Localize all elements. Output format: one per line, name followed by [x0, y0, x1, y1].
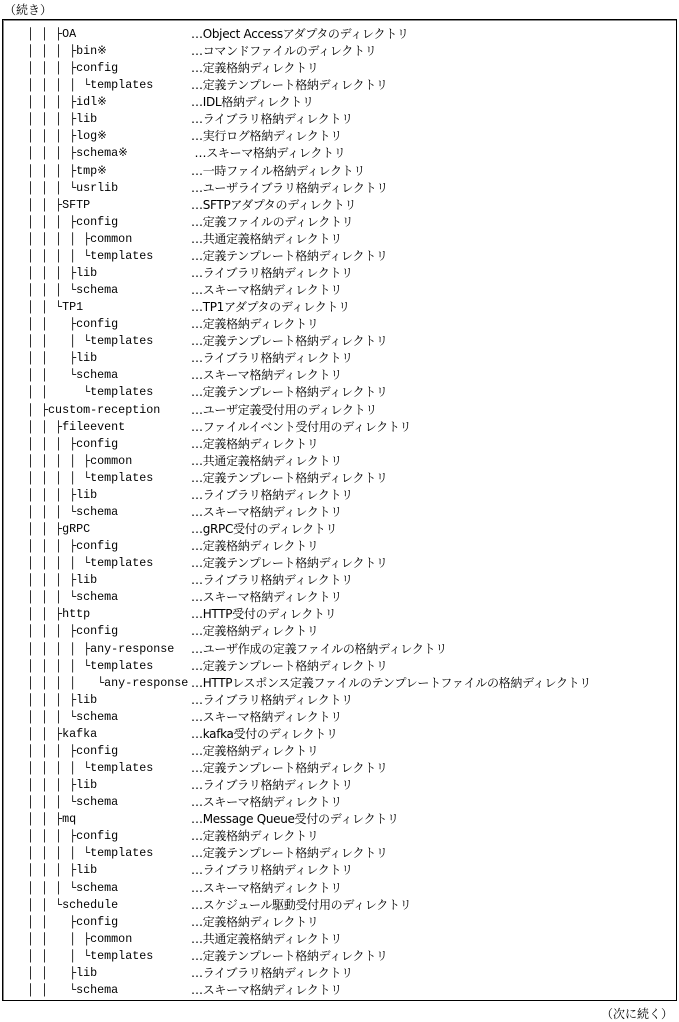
directory-path: │ │ │ └schema	[27, 283, 119, 298]
directory-path: │ │ ├gRPC	[27, 522, 91, 537]
directory-path: │ │ │ ├config	[27, 61, 119, 76]
directory-tree-box	[2, 19, 677, 1001]
directory-path: │ │ │ ├bin※	[27, 44, 107, 59]
directory-path: │ │ │ └schema	[27, 590, 119, 605]
directory-description: …ライブラリ格納ディレクトリ	[191, 965, 353, 980]
directory-description: …スキーマ格納ディレクトリ	[191, 504, 342, 519]
directory-path: │ │ │ ├idl※	[27, 95, 107, 110]
directory-path: │ ├custom-reception	[27, 402, 161, 417]
directory-description: …定義格納ディレクトリ	[191, 539, 319, 554]
directory-description: …ライブラリ格納ディレクトリ	[191, 692, 353, 707]
directory-description: …共通定義格納ディレクトリ	[191, 931, 342, 946]
directory-path: │ │ │ │ └templates	[27, 248, 154, 263]
directory-description: …定義テンプレート格納ディレクトリ	[191, 470, 388, 485]
directory-path: │ │ │ ├lib	[27, 692, 98, 707]
directory-description: …定義テンプレート格納ディレクトリ	[191, 78, 388, 93]
directory-path: │ │ │ ├common	[27, 931, 133, 946]
directory-path: │ │ │ └schema	[27, 795, 119, 810]
directory-description: …ライブラリ格納ディレクトリ	[191, 778, 353, 793]
directory-description: …定義テンプレート格納ディレクトリ	[191, 846, 388, 861]
directory-path: │ │ │ │ ├common	[27, 453, 133, 468]
directory-description: …定義テンプレート格納ディレクトリ	[191, 385, 388, 400]
directory-path: │ │ │ ├config	[27, 539, 119, 554]
directory-description: …定義テンプレート格納ディレクトリ	[191, 761, 388, 775]
directory-description: …SFTPアダプタのディレクトリ	[191, 197, 357, 212]
directory-description: …ライブラリ格納ディレクトリ	[191, 112, 353, 127]
directory-path: │ │ │ ├config	[27, 743, 119, 758]
directory-path: │ │ │ ├config	[27, 624, 119, 639]
directory-path: │ │ └schema	[27, 982, 119, 997]
directory-description: …実行ログ格納ディレクトリ	[191, 129, 342, 144]
directory-path: │ │ │ └schema	[27, 504, 119, 519]
directory-path: │ │ │ └templates	[27, 948, 154, 963]
directory-path: │ │ │ ├lib	[27, 265, 98, 280]
directory-description: …スキーマ格納ディレクトリ	[191, 982, 342, 997]
directory-description: …スキーマ格納ディレクトリ	[191, 709, 342, 724]
directory-description: …定義ファイルのディレクトリ	[191, 214, 354, 229]
directory-description: …定義テンプレート格納ディレクトリ	[191, 248, 388, 263]
directory-path: │ │ └schema	[27, 368, 119, 383]
directory-path: │ │ ├lib	[27, 965, 98, 980]
directory-description: …定義テンプレート格納ディレクトリ	[191, 334, 388, 349]
directory-description: …Object Accessアダプタのディレクトリ	[191, 27, 409, 41]
directory-description: …定義格納ディレクトリ	[191, 436, 319, 451]
directory-description: …定義格納ディレクトリ	[191, 914, 319, 929]
directory-path: │ │ ├http	[27, 607, 91, 622]
directory-path: │ │ │ └schema	[27, 880, 119, 895]
directory-path: │ │ │ ├lib	[27, 487, 98, 502]
directory-path: │ │ │ │ └templates	[27, 470, 154, 485]
directory-description: …TP1アダプタのディレクトリ	[191, 300, 350, 315]
directory-description: …ユーザ定義受付用のディレクトリ	[191, 402, 378, 417]
directory-description: …ライブラリ格納ディレクトリ	[191, 863, 353, 878]
directory-path: │ │ ├fileevent	[27, 419, 126, 434]
directory-path: │ │ ├lib	[27, 351, 98, 366]
directory-description: …gRPC受付のディレクトリ	[191, 522, 338, 537]
directory-description: …定義テンプレート格納ディレクトリ	[191, 658, 388, 673]
directory-path: │ │ │ │ ├any-response	[27, 641, 175, 656]
directory-path: │ │ │ ├config	[27, 214, 119, 229]
directory-path: │ │ │ │ └templates	[27, 846, 154, 861]
directory-path: │ │ │ │ └templates	[27, 658, 154, 673]
continued-label: （続き）	[4, 3, 53, 17]
directory-path: │ │ ├config	[27, 914, 119, 929]
directory-description: …スキーマ格納ディレクトリ	[191, 880, 342, 895]
directory-description: …ユーザライブラリ格納ディレクトリ	[191, 180, 388, 195]
directory-path: │ │ │ ├schema※	[27, 146, 128, 161]
directory-description: …Message Queue受付のディレクトリ	[191, 812, 399, 827]
directory-description: …共通定義格納ディレクトリ	[191, 231, 342, 246]
directory-path: │ │ │ ├lib	[27, 112, 98, 127]
directory-description: …スキーマ格納ディレクトリ	[191, 795, 342, 810]
directory-description: …一時ファイル格納ディレクトリ	[191, 163, 366, 178]
directory-description: …定義テンプレート格納ディレクトリ	[191, 948, 388, 963]
directory-path: │ │ ├mq	[27, 812, 77, 827]
directory-description: …スキーマ格納ディレクトリ	[191, 146, 346, 161]
directory-path: │ │ ├config	[27, 317, 119, 332]
directory-path: │ │ │ ├log※	[27, 129, 107, 144]
directory-path: │ │ ├SFTP	[27, 197, 91, 212]
directory-description: …スキーマ格納ディレクトリ	[191, 368, 342, 383]
directory-description: …ユーザ作成の定義ファイルの格納ディレクトリ	[191, 641, 447, 656]
directory-description: …定義格納ディレクトリ	[191, 624, 319, 639]
directory-path: │ │ │ │ └templates	[27, 556, 154, 571]
directory-description: …スケジュール駆動受付用のディレクトリ	[191, 897, 412, 912]
directory-path: │ │ │ ├config	[27, 829, 119, 844]
directory-description: …HTTP受付のディレクトリ	[191, 607, 337, 622]
directory-path: │ │ │ ├lib	[27, 573, 98, 588]
directory-description: …共通定義格納ディレクトリ	[191, 453, 342, 468]
directory-description: …スキーマ格納ディレクトリ	[191, 590, 342, 605]
directory-description: …定義テンプレート格納ディレクトリ	[191, 556, 388, 571]
directory-path: │ │ │ ├lib	[27, 863, 98, 878]
directory-path: │ │ └templates	[27, 385, 154, 400]
directory-description: …定義格納ディレクトリ	[191, 743, 319, 758]
directory-path: │ │ │ │ └templates	[27, 78, 154, 93]
directory-description: …HTTPレスポンス定義ファイルのテンプレートファイルの格納ディレクトリ	[191, 675, 592, 690]
directory-path: │ │ │ └templates	[27, 334, 154, 349]
directory-path: │ │ │ │ ├common	[27, 231, 133, 246]
directory-description: …スキーマ格納ディレクトリ	[191, 283, 342, 298]
directory-path: │ │ │ │ └any-response	[27, 675, 189, 690]
directory-description: …定義格納ディレクトリ	[191, 317, 319, 332]
directory-description: …ライブラリ格納ディレクトリ	[191, 265, 353, 280]
directory-description: …IDL格納ディレクトリ	[191, 95, 314, 110]
directory-path: │ │ └TP1	[27, 300, 84, 315]
directory-path: │ │ │ ├lib	[27, 778, 98, 793]
directory-description: …定義格納ディレクトリ	[191, 61, 319, 76]
directory-path: │ │ │ └schema	[27, 709, 119, 724]
directory-description: …コマンドファイルのディレクトリ	[191, 44, 377, 59]
directory-description: …定義格納ディレクトリ	[191, 829, 319, 844]
directory-path: │ │ ├kafka	[27, 726, 98, 741]
directory-path: │ │ │ └usrlib	[27, 180, 119, 195]
directory-path: │ │ └schedule	[27, 897, 119, 912]
directory-path: │ │ │ ├tmp※	[27, 163, 107, 178]
directory-description: …ライブラリ格納ディレクトリ	[191, 487, 353, 502]
directory-description: …ライブラリ格納ディレクトリ	[191, 351, 353, 366]
directory-description: …ライブラリ格納ディレクトリ	[191, 573, 353, 588]
directory-description: …ファイルイベント受付用のディレクトリ	[191, 419, 412, 434]
directory-path: │ │ ├OA	[27, 27, 77, 41]
directory-path: │ │ │ ├config	[27, 436, 119, 451]
directory-description: …kafka受付のディレクトリ	[191, 726, 338, 741]
directory-path: │ │ │ │ └templates	[27, 761, 154, 775]
continued-next-label: （次に続く）	[600, 1007, 673, 1021]
